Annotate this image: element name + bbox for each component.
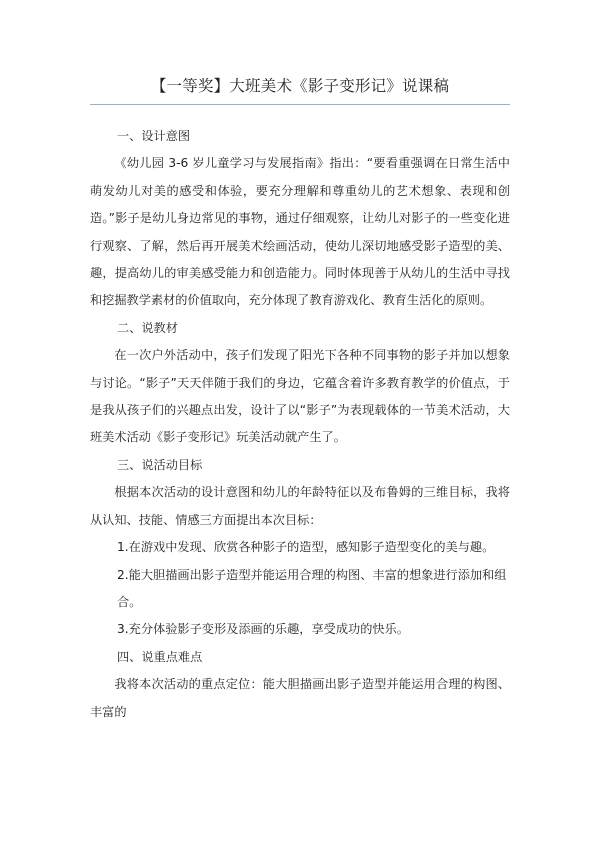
title-divider xyxy=(90,104,510,105)
section-heading-design-intent: 一、设计意图 xyxy=(117,129,191,143)
section-heading-key-difficulties: 四、说重点难点 xyxy=(117,649,203,664)
section-heading-activity-goals: 三、说活动目标 xyxy=(117,457,203,472)
goal-item-1: 1.在游戏中发现、欣赏各种影子的造型，感知影子造型变化的美与趣。 xyxy=(117,540,495,555)
goal-item-3: 3.充分体验影子变形及添画的乐趣，享受成功的快乐。 xyxy=(117,622,409,637)
paragraph-key-difficulties: 我将本次活动的重点定位：能大胆描画出影子造型并能运用合理的构图、丰富的 xyxy=(90,677,510,719)
document-title: 【一等奖】大班美术《影子变形记》说课稿 xyxy=(150,77,450,95)
goal-item-2: 2.能大胆描画出影子造型并能运用合理的构图、丰富的想象进行添加和组合。 xyxy=(117,567,507,609)
document-body xyxy=(90,123,510,726)
paragraph-teaching-material: 在一次户外活动中，孩子们发现了阳光下各种不同事物的影子并加以想象与讨论。“影子”天天伴随于我们的身边，它蕴含着许多教育教学的价值点，于是我从孩子们的兴趣点出发，设计了以“影子”为表现载体的一节美术活动，大班美术活动《影子变形记》玩美活动就产生了。 xyxy=(90,348,510,445)
paragraph-activity-goals: 根据本次活动的设计意图和幼儿的年龄特征以及布鲁姆的三维目标，我将从认知、技能、情感三方面提出本次目标： xyxy=(90,485,510,527)
paragraph-design-intent: 《幼儿园 3-6 岁儿童学习与发展指南》指出：“要看重强调在日常生活中萌发幼儿对美的感受和体验，要充分理解和尊重幼儿的艺术想象、表现和创造。”影子是幼儿身边常见的事物，通过仔细观察，让幼儿对影子的一些变化进行观察、了解，然后再开展美术绘画活动，使幼儿深切地感受影子造型的美、趣，提高幼儿的审美感受能力和创造能力。同时体现善于从幼儿的生活中寻找和挖掘教学素材的价值取向，充分体现了教育游戏化、教育生活化的原则。 xyxy=(90,156,510,308)
section-heading-teaching-material: 二、说教材 xyxy=(117,320,178,335)
